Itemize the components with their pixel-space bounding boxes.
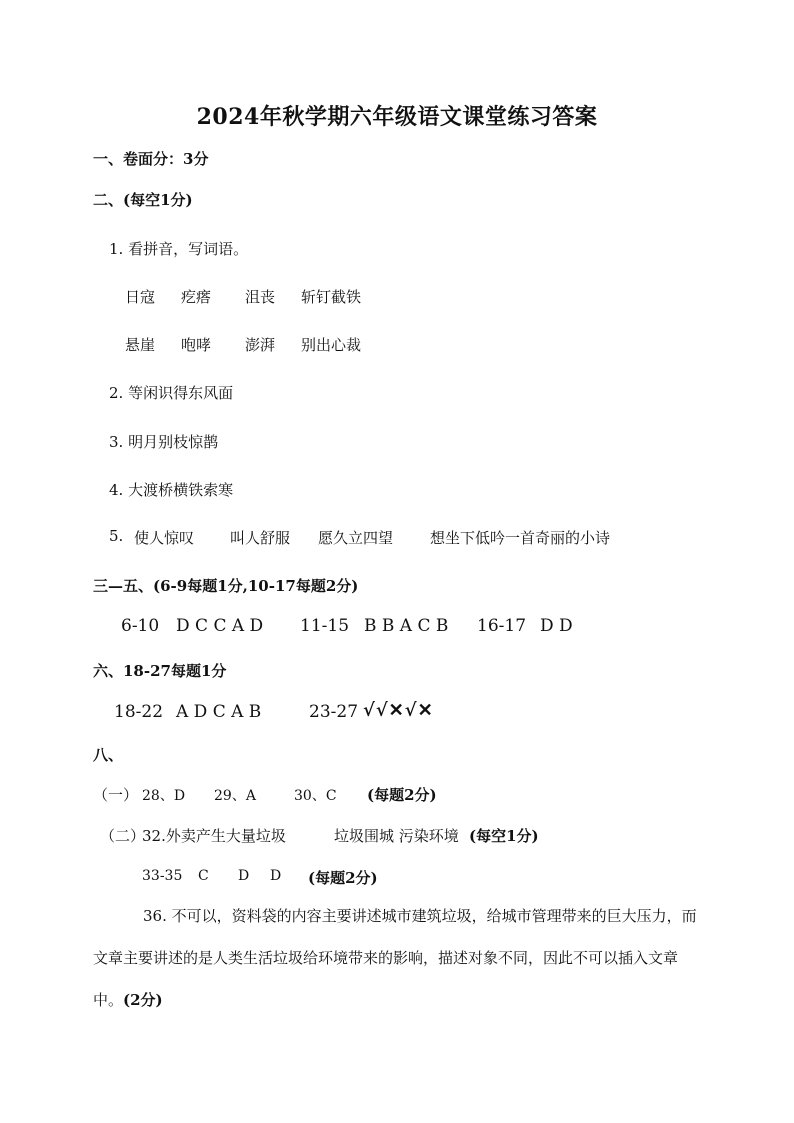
answer-word: 日寇 bbox=[125, 288, 156, 306]
question-number: 5. bbox=[109, 527, 124, 545]
answer-range: 18-22 bbox=[114, 702, 164, 722]
answer-item: 垃圾围城 污染环境 bbox=[334, 827, 459, 845]
section-3-5-heading: 三—五、(6-9每题1分,10-17每题2分) bbox=[93, 577, 359, 595]
answer-range: 6-10 bbox=[121, 616, 160, 636]
answer-letters: D C C A D bbox=[176, 616, 264, 636]
answer-letter: C bbox=[198, 868, 209, 884]
answer-word: 愿久立四望 bbox=[318, 529, 394, 547]
answer-word: 疙瘩 bbox=[181, 288, 212, 306]
answer-word: 咆哮 bbox=[181, 336, 212, 354]
score-note: (每题2分) bbox=[308, 869, 378, 887]
answer-range: 16-17 bbox=[477, 616, 527, 636]
true-false-marks: √√✕√✕ bbox=[363, 700, 434, 721]
answer-word: 沮丧 bbox=[245, 288, 276, 306]
question-2-answer: 2. 等闲识得东风面 bbox=[109, 384, 234, 402]
part-label: （一） bbox=[93, 786, 139, 804]
answer-word: 想坐下低吟一首奇丽的小诗 bbox=[430, 529, 611, 547]
section-6-heading: 六、18-27每题1分 bbox=[93, 662, 227, 680]
answer-text: 36. 不可以，资料袋的内容主要讲述城市建筑垃圾，给城市管理带来的巨大压力，而文章主要讲述的是人类生活垃圾给环境带来的影响，描述对象不同，因此不可以插入文章中。 bbox=[93, 907, 697, 1009]
answer-range: 23-27 bbox=[309, 702, 359, 722]
answer-word: 叫人舒服 bbox=[230, 529, 291, 547]
answer-word: 使人惊叹 bbox=[134, 529, 195, 547]
answer-word: 澎湃 bbox=[245, 336, 276, 354]
answer-range: 33-35 bbox=[142, 868, 183, 884]
answer-letters: A D C A B bbox=[176, 702, 262, 722]
answer-letters: D D bbox=[540, 616, 573, 636]
question-4-answer: 4. 大渡桥横铁索寒 bbox=[109, 481, 234, 499]
answer-word: 别出心裁 bbox=[301, 336, 362, 354]
answer-word: 悬崖 bbox=[125, 336, 156, 354]
answer-item: 30、C bbox=[294, 788, 337, 804]
score-note: (2分) bbox=[123, 991, 163, 1009]
answer-letters: B B A C B bbox=[364, 616, 449, 636]
answer-item: 28、D bbox=[142, 788, 186, 804]
answer-range: 11-15 bbox=[300, 616, 350, 636]
answer-word: 斩钉截铁 bbox=[301, 288, 362, 306]
section-2-heading: 二、(每空1分) bbox=[93, 191, 193, 209]
answer-item: 32.外卖产生大量垃圾 bbox=[142, 827, 286, 845]
question-1-label: 1. 看拼音，写词语。 bbox=[109, 240, 249, 258]
question-36-answer bbox=[93, 895, 705, 1021]
question-3-answer: 3. 明月别枝惊鹊 bbox=[109, 433, 219, 451]
section-1-heading: 一、卷面分：3分 bbox=[93, 150, 209, 168]
answer-item: 29、A bbox=[214, 788, 256, 804]
answer-letter: D bbox=[238, 868, 250, 884]
part-label: （二） bbox=[100, 827, 146, 845]
score-note: (每空1分) bbox=[469, 827, 539, 845]
score-note: (每题2分) bbox=[367, 786, 437, 804]
answer-letter: D bbox=[270, 868, 282, 884]
section-8-heading: 八、 bbox=[93, 746, 124, 764]
page-title: 2024年秋学期六年级语文课堂练习答案 bbox=[196, 104, 598, 130]
